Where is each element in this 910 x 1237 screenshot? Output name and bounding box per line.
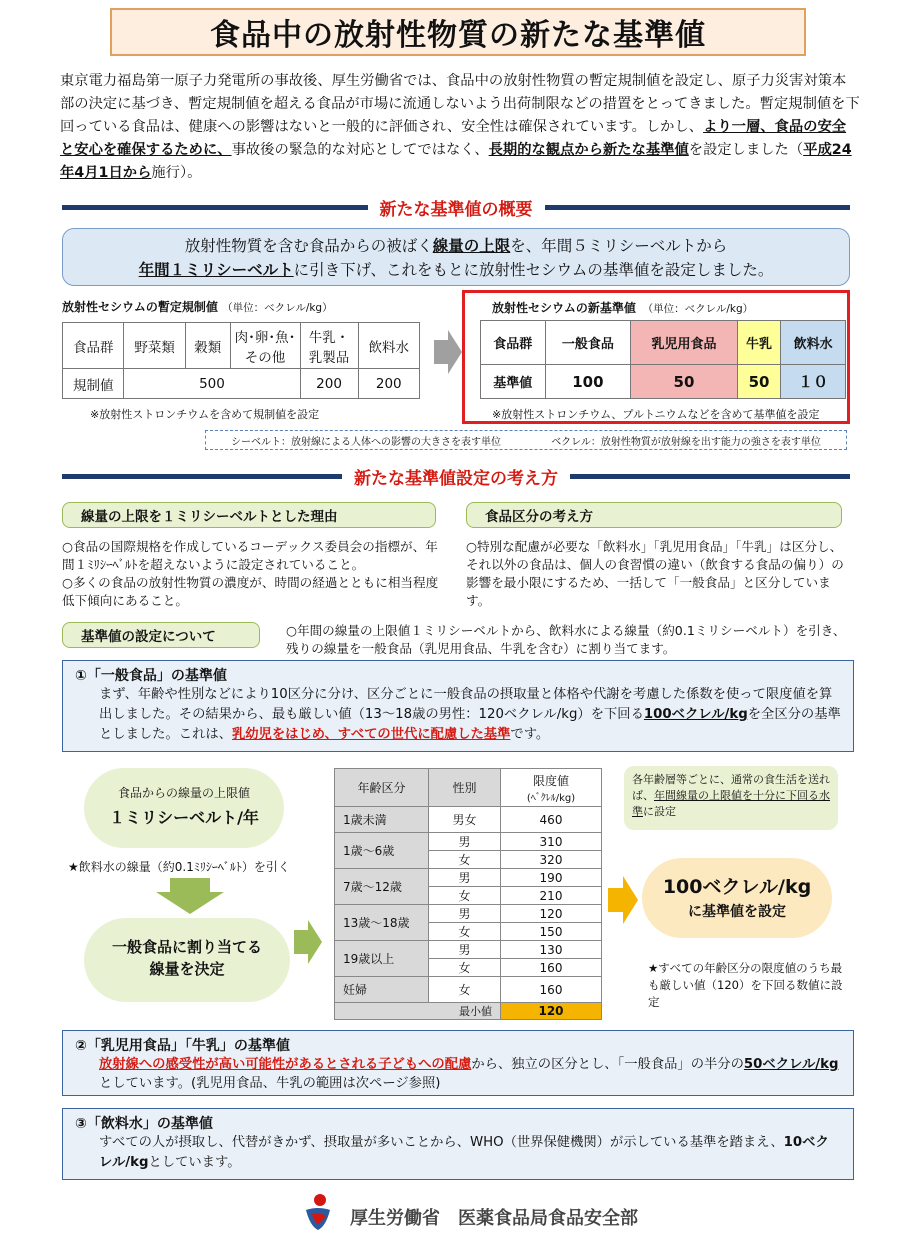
- age-h-sex: 性別: [429, 769, 501, 807]
- summary-underline-2: 年間１ミリシーベルト: [138, 261, 294, 279]
- limit-cell: 120: [501, 905, 602, 923]
- section-title-overview: 新たな基準値の概要: [379, 199, 533, 220]
- infant-milk-title: ②「乳児用食品」「牛乳」の基準値: [75, 1038, 290, 1054]
- general-food-body: [75, 685, 841, 745]
- page-title: [110, 8, 806, 56]
- age-cell: 1歳～6歳: [335, 833, 429, 869]
- new-h1: 一般食品: [545, 321, 631, 365]
- water-title: ③「飲料水」の基準値: [75, 1116, 213, 1132]
- old-h5: 飲料水: [358, 323, 419, 369]
- p1-text-1: まず、年齢や性別などにより10区分に分け、区分ごとに一般食品の摂取量と体格や代謝を考慮した係数を使って限度値を算出しました。その結果から、最も厳しい値（13～18歳の男性：120ベクレル/kg）を下回る: [99, 687, 833, 722]
- intro-text-3: を設定しました（: [688, 142, 804, 158]
- age-callout: [624, 766, 838, 830]
- summary-text-2: を、年間５ミリシーベルトから: [510, 237, 728, 255]
- new-unit: （単位：ベクレル/kg）: [647, 303, 754, 315]
- old-h0: 食品群: [63, 323, 124, 369]
- age-h-unit: (ﾍﾞｸﾚﾙ/kg): [526, 792, 576, 804]
- old-h1: 野菜類: [124, 323, 185, 369]
- intro-bold-3: 平成24年4月1日から: [60, 142, 852, 181]
- p3-text-2: としています。: [148, 1155, 241, 1170]
- min-value: 120: [501, 1003, 602, 1020]
- reason-bullet-2: ○多くの食品の放射性物質の濃度が、時間の経過とともに相当程度低下傾向にあること。: [62, 575, 439, 608]
- new-h3: 牛乳: [737, 321, 781, 365]
- p1-bold-1: 100ベクレル/kg: [643, 707, 748, 722]
- ministry-logo-icon: [300, 1192, 336, 1232]
- new-v3: 50: [737, 365, 781, 399]
- sex-cell: 男女: [429, 807, 501, 833]
- old-title-text: 放射性セシウムの暫定規制値: [62, 300, 218, 314]
- limit-cell: 460: [501, 807, 602, 833]
- p2-text-1: から、独立の区分とし、「一般食品」の半分の: [471, 1057, 744, 1072]
- new-r0: 基準値: [481, 365, 546, 399]
- summary-box: [62, 228, 850, 286]
- old-r0: 規制値: [63, 369, 124, 399]
- limit-cell: 160: [501, 977, 602, 1003]
- age-limit-table: [334, 768, 602, 1020]
- setting-header: 基準値の設定について: [62, 622, 260, 648]
- new-h4: 飲料水: [781, 321, 846, 365]
- unit-becquerel: ベクレル：放射性物質が放射線を出す能力の強さを表す単位: [551, 436, 821, 448]
- footer-org: 厚生労働省 医薬食品局食品安全部: [350, 1208, 638, 1229]
- new-standard-table: [480, 320, 846, 399]
- summary-text-3: に引き下げ、これをもとに放射性セシウムの基準値を設定しました。: [293, 261, 774, 279]
- age-h-lim-text: 限度値: [532, 773, 569, 788]
- old-table-title: [62, 298, 333, 315]
- new-table-title: [492, 299, 753, 316]
- new-v4: １０: [781, 365, 846, 399]
- summary-text-1: 放射性物質を含む食品からの被ばく: [184, 237, 433, 255]
- reason-bullet-1: ○食品の国際規格を作成しているコーデックス委員会の指標が、年間１ﾐﾘｼｰﾍﾞﾙﾄを超えないように設定されていること。: [62, 539, 438, 572]
- allocate-line-1: 一般食品に割り当てる: [111, 938, 262, 956]
- limit-cell: 210: [501, 887, 602, 905]
- arrow-down-icon: [156, 878, 224, 914]
- age-cell: 1歳未満: [335, 807, 429, 833]
- old-v3: 200: [358, 369, 419, 399]
- new-v1: 100: [545, 365, 631, 399]
- infant-milk-body: [75, 1055, 841, 1093]
- result-oval: [642, 858, 832, 938]
- sex-cell: 女: [429, 923, 501, 941]
- new-h0: 食品群: [481, 321, 546, 365]
- unit-sievert: シーベルト：放射線による人体への影響の大きさを表す単位: [231, 436, 502, 448]
- intro-text-1: 東京電力福島第一原子力発電所の事故後、厚生労働省では、食品中の放射性物質の暫定規制値を設定し、原子力災害対策本部の決定に基づき、暫定規制値を超える食品が市場に流通しないよう出荷制限などの措置をとってきました。暫定規制値を下回っている食品は、健康への影響はないと一般的に評価され、安全性は確保されています。しかし、: [60, 73, 860, 135]
- old-limit-table: [62, 322, 420, 399]
- section-title-approach: 新たな基準値設定の考え方: [354, 468, 558, 489]
- section-header-approach: [62, 463, 850, 489]
- age-cell: 妊婦: [335, 977, 429, 1003]
- new-title-text: 放射性セシウムの新基準値: [492, 301, 636, 315]
- sex-cell: 女: [429, 959, 501, 977]
- result-value: 100ベクレル/kg: [662, 876, 812, 898]
- reason-header: 線量の上限を１ミリシーベルトとした理由: [62, 502, 436, 528]
- water-panel: [62, 1108, 854, 1180]
- arrow-right-green-icon: [294, 920, 322, 964]
- intro-paragraph: [60, 70, 860, 185]
- p3-bold-1: 10ベクレル/kg: [99, 1135, 829, 1170]
- min-label: 最小値: [335, 1003, 501, 1020]
- intro-bold-1: より一層、食品の安全と安心を確保するために、: [60, 119, 847, 158]
- p1-red-1: 乳幼児をはじめ、すべての世代に配慮した基準: [231, 727, 511, 742]
- section-header-overview: [62, 194, 850, 220]
- units-note: [205, 430, 847, 450]
- dose-limit-label: 食品からの線量の上限値: [117, 786, 250, 800]
- p3-text-1: すべての人が摂取し、代替がきかず、摂取量が多いことから、WHO（世界保健機関）が示している基準を踏まえ、: [99, 1135, 784, 1150]
- limit-cell: 310: [501, 833, 602, 851]
- limit-cell: 320: [501, 851, 602, 869]
- minus-water-note: ★飲料水の線量（約0.1ﾐﾘｼｰﾍﾞﾙﾄ）を引く: [68, 860, 290, 874]
- title-text: 食品中の放射性物質の新たな基準値: [210, 18, 706, 53]
- callout-text-1: 各年齢層等ごとに、通常の食生活を送れば、: [632, 773, 830, 802]
- allocate-oval: [84, 918, 290, 1002]
- old-v2: 200: [300, 369, 358, 399]
- result-label: に基準値を設定: [688, 904, 786, 920]
- setting-text: ○年間の線量の上限値１ミリシーベルトから、飲料水による線量（約0.1ミリシーベルト）を引き、残りの線量を一般食品（乳児用食品、牛乳を含む）に割り当てます。: [286, 623, 846, 656]
- intro-bold-2: 長期的な観点から新たな基準値: [488, 142, 689, 158]
- p2-text-2: としています。(乳児用食品、牛乳の範囲は次ページ参照): [99, 1076, 441, 1091]
- sex-cell: 女: [429, 887, 501, 905]
- reason-body: [62, 538, 442, 610]
- p2-bold-1: 50ベクレル/kg: [743, 1057, 839, 1072]
- result-note: ★すべての年齢区分の限度値のうち最も厳しい値（120）を下回る数値に設定: [648, 961, 843, 1009]
- age-cell: 19歳以上: [335, 941, 429, 977]
- dose-limit-oval: [84, 768, 284, 848]
- p1-text-2: を全区分の基準としました。これは、: [99, 707, 841, 742]
- category-header: 食品区分の考え方: [466, 502, 842, 528]
- old-h2: 穀類: [185, 323, 230, 369]
- age-h-age: 年齢区分: [335, 769, 429, 807]
- arrow-right-icon: [434, 330, 462, 374]
- general-food-title: ①「一般食品」の基準値: [75, 668, 227, 684]
- callout-text-2: に設定: [643, 805, 676, 818]
- limit-cell: 130: [501, 941, 602, 959]
- sex-cell: 男: [429, 869, 501, 887]
- intro-text-4: 施行）。: [151, 165, 202, 181]
- sex-cell: 女: [429, 851, 501, 869]
- allocate-line-2: 線量を決定: [149, 960, 225, 978]
- age-h-lim: [501, 769, 602, 807]
- p2-red-1: 放射線への感受性が高い可能性があるとされる子どもへの配慮: [99, 1057, 472, 1072]
- old-v1: 500: [124, 369, 300, 399]
- summary-underline-1: 線量の上限: [432, 237, 511, 255]
- category-body: ○特別な配慮が必要な「飲料水」「乳児用食品」「牛乳」は区分し、それ以外の食品は、個人の食習慣の違い（飲食する食品の偏り）の影響を最小限にするため、一括して「一般食品」と区分しています。: [466, 539, 844, 608]
- limit-cell: 190: [501, 869, 602, 887]
- limit-cell: 150: [501, 923, 602, 941]
- sex-cell: 女: [429, 977, 501, 1003]
- old-unit: （単位：ベクレル/kg）: [222, 302, 333, 314]
- limit-cell: 160: [501, 959, 602, 977]
- sex-cell: 男: [429, 941, 501, 959]
- age-cell: 13歳～18歳: [335, 905, 429, 941]
- p1-text-3: です。: [510, 727, 550, 742]
- new-note: ※放射性ストロンチウム、プルトニウムなどを含めて基準値を設定: [492, 408, 820, 421]
- dose-limit-value: １ミリシーベルト/年: [109, 808, 259, 827]
- old-h3: 肉･卵･魚･その他: [230, 323, 300, 369]
- general-food-panel: [62, 660, 854, 752]
- sex-cell: 男: [429, 905, 501, 923]
- intro-text-2: 事故後の緊急的な対応としてではなく、: [231, 142, 489, 158]
- age-cell: 7歳～12歳: [335, 869, 429, 905]
- callout-underline: 年間線量の上限値を十分に下回る水準: [632, 789, 830, 818]
- arrow-right-orange-icon: [608, 876, 638, 924]
- infant-milk-panel: [62, 1030, 854, 1096]
- new-v2: 50: [631, 365, 738, 399]
- water-body: [75, 1133, 841, 1173]
- old-h4: 牛乳・乳製品: [300, 323, 358, 369]
- new-h2: 乳児用食品: [631, 321, 738, 365]
- old-note: ※放射性ストロンチウムを含めて規制値を設定: [90, 408, 320, 421]
- sex-cell: 男: [429, 833, 501, 851]
